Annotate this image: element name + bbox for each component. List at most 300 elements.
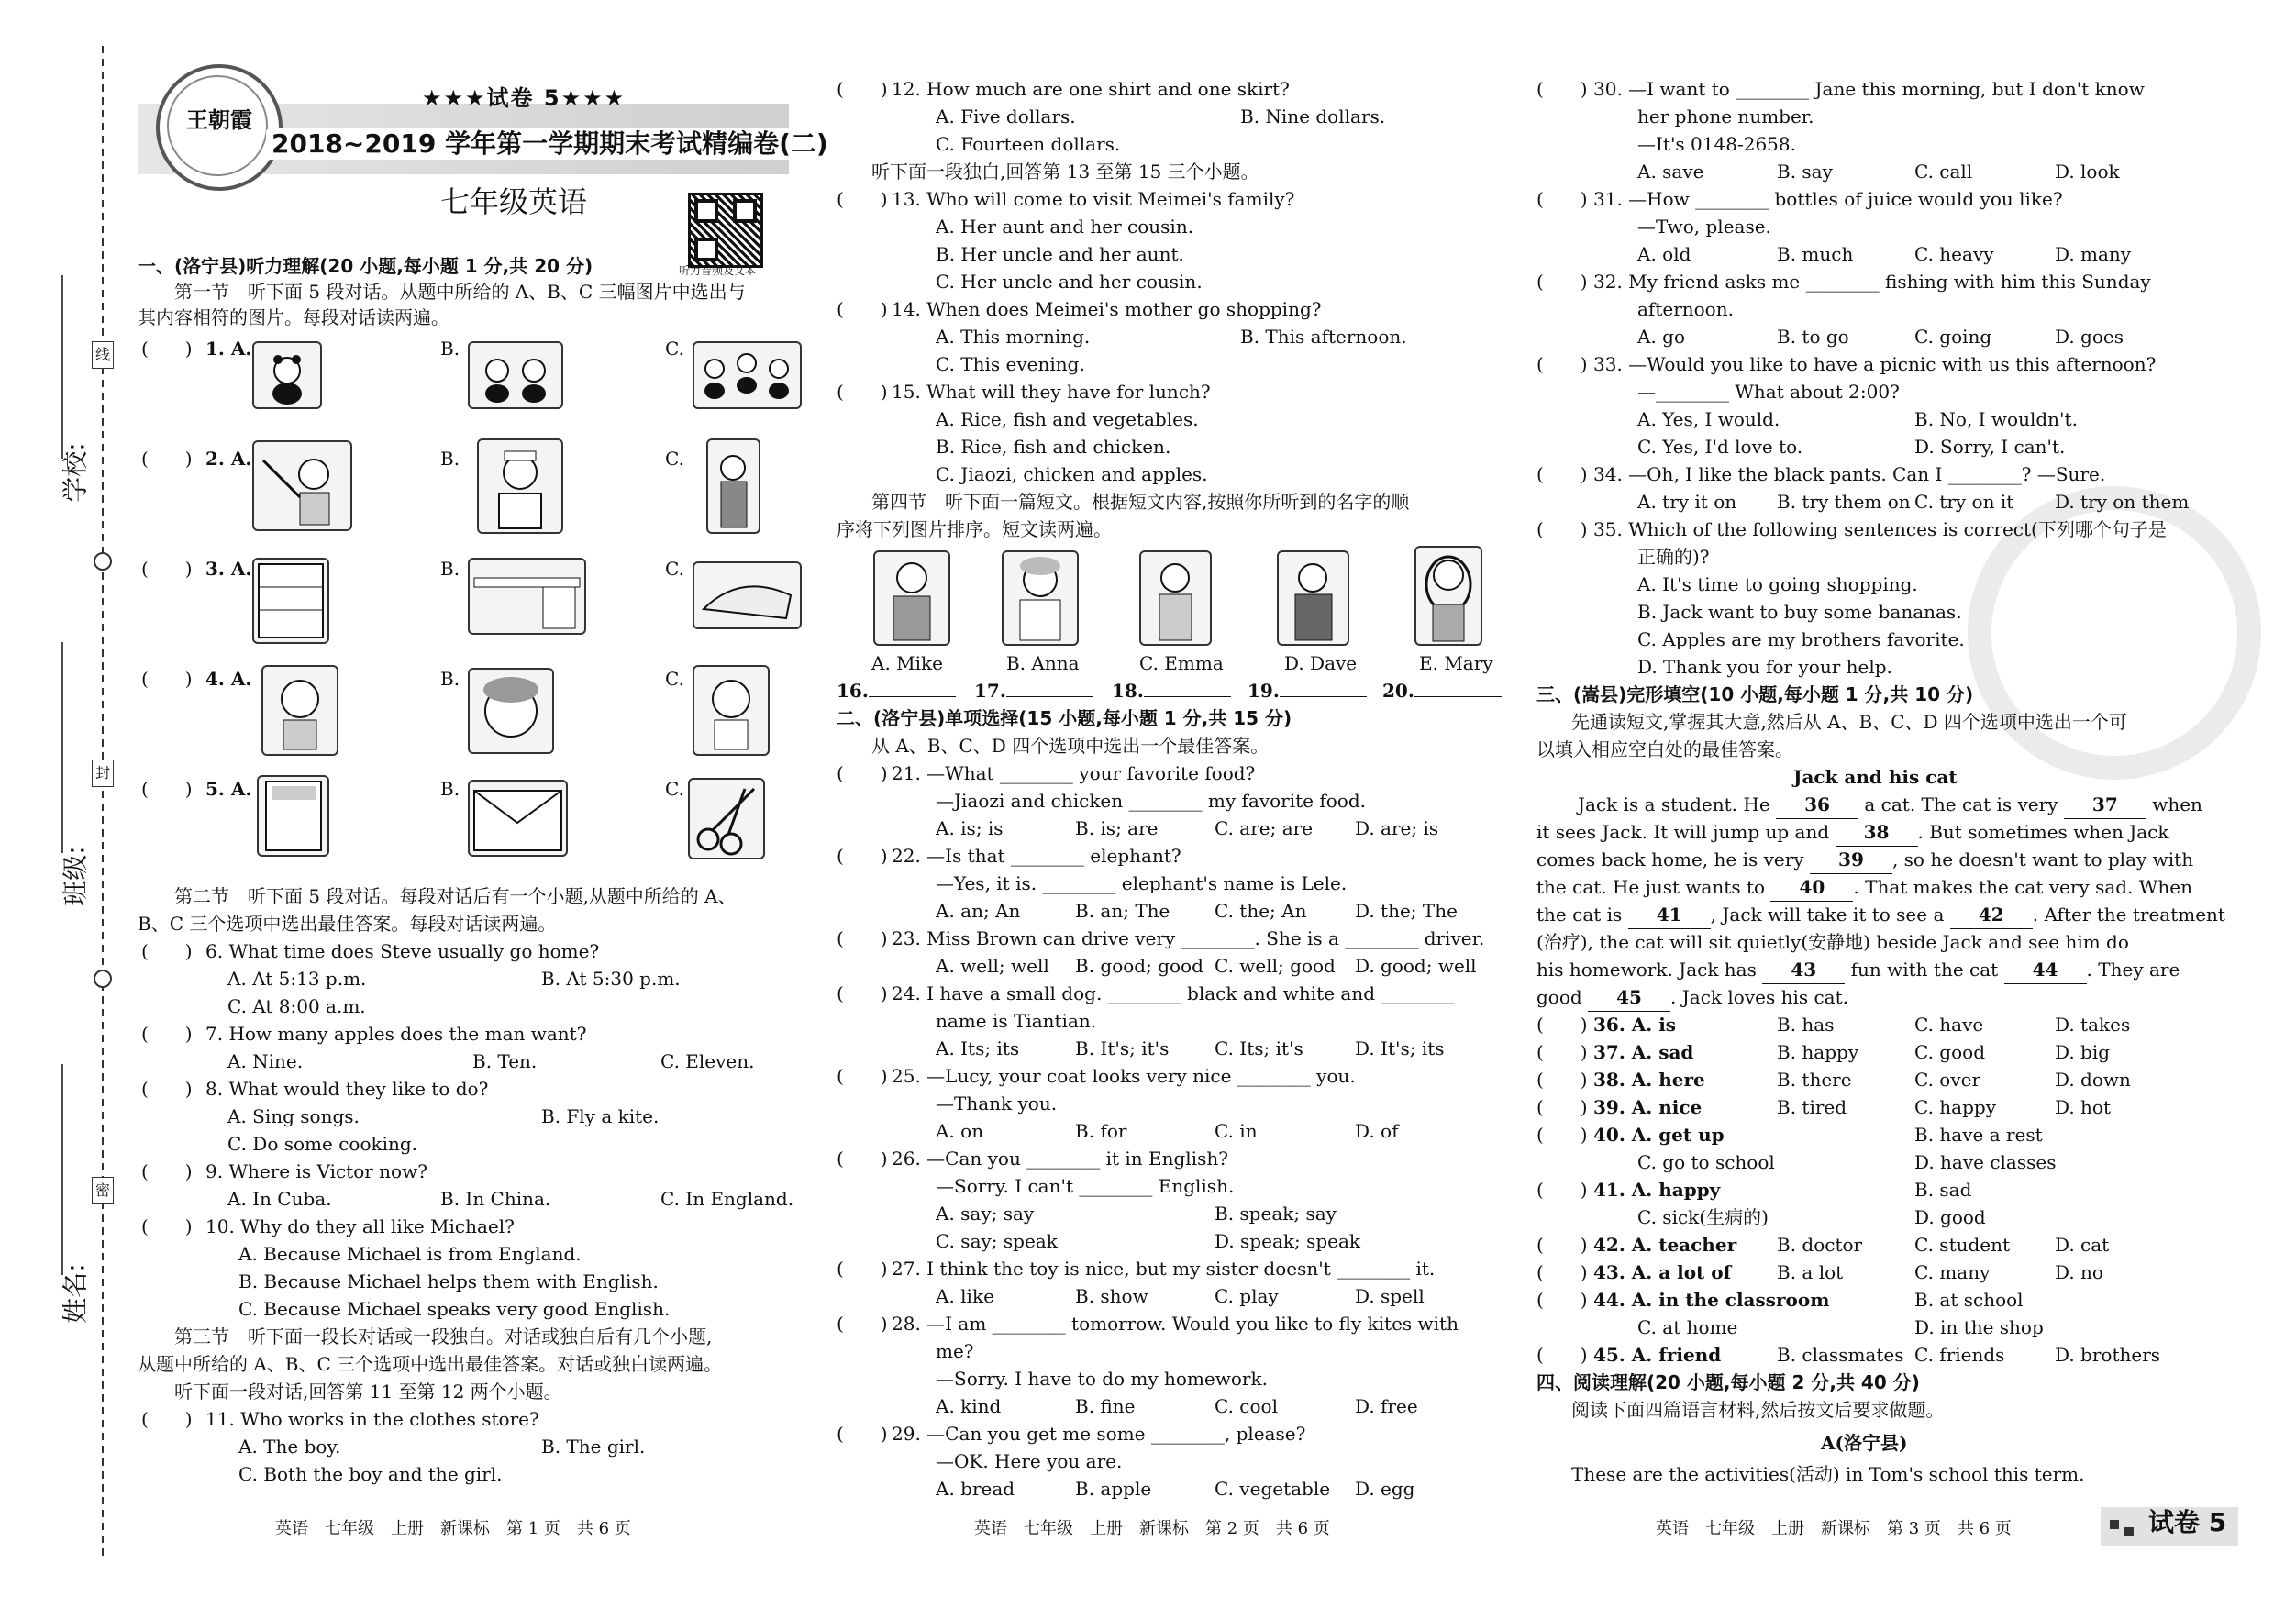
page-footer-1: 英语 七年级 上册 新课标 第 1 页 共 6 页	[275, 1519, 631, 1538]
q33-option-b[interactable]: B. No, I wouldn't.	[1914, 408, 2078, 430]
q36-option-a[interactable]: 36. A. is	[1593, 1014, 1677, 1036]
order-20[interactable]: 20.	[1382, 677, 1502, 704]
q45-option-d[interactable]: D. brothers	[2055, 1344, 2161, 1366]
q34-line1: 34. —Oh, I like the black pants. Can I ________? —Sure.	[1593, 463, 2106, 485]
q44-option-c[interactable]: C. at home	[1637, 1316, 1738, 1338]
q44-option-b[interactable]: B. at school	[1914, 1289, 2024, 1311]
q42-option-a[interactable]: 42. A. teacher	[1593, 1234, 1737, 1256]
q8-option-c[interactable]: C. Do some cooking.	[227, 1133, 418, 1155]
q37-option-b[interactable]: B. happy	[1777, 1041, 1859, 1063]
passage-line-5: the cat is 41 , Jack will take it to see a 42 . After the treatment	[1536, 901, 2225, 929]
answer-paren[interactable]: ( )	[837, 762, 888, 784]
q33-option-a[interactable]: A. Yes, I would.	[1637, 408, 1780, 430]
q24-option-a[interactable]: A. Its; its	[936, 1037, 1020, 1059]
blank-40[interactable]: 40	[1770, 873, 1853, 902]
q43-option-b[interactable]: B. a lot	[1777, 1261, 1844, 1283]
exam-badge	[2101, 1507, 2238, 1546]
q37-option-a[interactable]: 37. A. sad	[1593, 1041, 1694, 1063]
q8-option-a[interactable]: A. Sing songs.	[227, 1105, 360, 1127]
q41-option-c[interactable]: C. sick(生病的)	[1637, 1206, 1769, 1228]
q6-option-a[interactable]: A. At 5:13 p.m.	[227, 968, 367, 990]
q41-option-a[interactable]: 41. A. happy	[1593, 1179, 1721, 1201]
q12-option-b[interactable]: B. Nine dollars.	[1240, 105, 1386, 128]
q22-option-b[interactable]: B. an; The	[1075, 900, 1170, 922]
blank-37[interactable]: 37	[2064, 791, 2146, 819]
answer-paren[interactable]: ( )	[141, 1078, 193, 1100]
answer-paren[interactable]: ( )	[837, 1258, 888, 1280]
part2-intro: 从 A、B、C、D 四个选项中选出一个最佳答案。	[871, 735, 1270, 757]
q38-option-c[interactable]: C. over	[1914, 1069, 1981, 1091]
answer-paren[interactable]: ( )	[837, 1065, 888, 1087]
answer-paren[interactable]: ( )	[141, 558, 193, 580]
q43-option-d[interactable]: D. no	[2055, 1261, 2103, 1283]
q2-label: 2. A.	[205, 448, 252, 470]
answer-paren[interactable]: ( )	[1536, 1096, 1588, 1118]
section2-instr-2: B、C 三个选项中选出最佳答案。每段对话读两遍。	[138, 913, 557, 935]
q22-option-a[interactable]: A. an; An	[936, 900, 1021, 922]
q26-option-c[interactable]: C. say; speak	[936, 1230, 1058, 1252]
q29-line2: —OK. Here you are.	[936, 1450, 1123, 1472]
name-label: 姓名:	[60, 1263, 91, 1324]
q26-option-a[interactable]: A. say; say	[936, 1203, 1035, 1225]
page-footer-2: 英语 七年级 上册 新课标 第 2 页 共 6 页	[974, 1519, 1330, 1538]
doctor-image	[477, 438, 563, 534]
passage-line-6: (治疗), the cat will sit quietly(安静地) beside Jack and see him do	[1536, 931, 2129, 953]
q9-option-a[interactable]: A. In Cuba.	[227, 1188, 332, 1210]
q34-option-d[interactable]: D. try on them	[2055, 491, 2190, 513]
q11-option-a[interactable]: A. The boy.	[238, 1436, 341, 1458]
q23-line1: 23. Miss Brown can drive very ________. She is a ________ driver.	[892, 927, 1485, 949]
answer-paren[interactable]: ( )	[837, 927, 888, 949]
q7-option-b[interactable]: B. Ten.	[472, 1050, 538, 1072]
section1-instr-2: 其内容相符的图片。每段对话读两遍。	[138, 306, 449, 328]
calculator-image	[257, 775, 329, 857]
q27-option-c[interactable]: C. play	[1215, 1285, 1279, 1307]
bed-image	[693, 561, 802, 629]
publisher-logo	[156, 64, 283, 191]
page-footer-3: 英语 七年级 上册 新课标 第 3 页 共 6 页	[1656, 1519, 2012, 1538]
exam-badge-label: 试卷 5	[2148, 1507, 2227, 1537]
q25-option-b[interactable]: B. for	[1075, 1120, 1127, 1142]
q36-option-b[interactable]: B. has	[1777, 1014, 1835, 1036]
q7-option-a[interactable]: A. Nine.	[227, 1050, 304, 1072]
q13-option-c[interactable]: C. Her uncle and her cousin.	[936, 271, 1203, 293]
q42-option-d[interactable]: D. cat	[2055, 1234, 2110, 1256]
q38-option-d[interactable]: D. down	[2055, 1069, 2131, 1091]
q12-stem: 12. How much are one shirt and one skirt?	[892, 78, 1290, 100]
answer-paren[interactable]: ( )	[837, 188, 888, 210]
blank-44[interactable]: 44	[2004, 956, 2087, 984]
q35-line2: 正确的)?	[1637, 546, 1710, 568]
answer-paren[interactable]: ( )	[141, 448, 193, 470]
q45-option-b[interactable]: B. classmates	[1777, 1344, 1904, 1366]
q24-line2: name is Tiantian.	[936, 1010, 1097, 1032]
answer-paren[interactable]: ( )	[837, 1423, 888, 1445]
answer-paren[interactable]: ( )	[1536, 1261, 1588, 1283]
q15-option-a[interactable]: A. Rice, fish and vegetables.	[936, 408, 1199, 430]
q43-option-a[interactable]: 43. A. a lot of	[1593, 1261, 1732, 1283]
answer-paren[interactable]: ( )	[1536, 1179, 1588, 1201]
name-mike: A. Mike	[871, 652, 943, 674]
q10-option-a[interactable]: A. Because Michael is from England.	[238, 1243, 582, 1265]
logo-text: 王朝霞	[186, 106, 252, 133]
panda-single-image	[252, 341, 322, 409]
q31-option-a[interactable]: A. old	[1637, 243, 1691, 265]
q21-option-d[interactable]: D. are; is	[1355, 817, 1439, 839]
q36-option-d[interactable]: D. takes	[2055, 1014, 2131, 1036]
answer-paren[interactable]: ( )	[837, 298, 888, 320]
q21-line2: —Jiaozi and chicken ________ my favorite food.	[936, 790, 1366, 812]
q35-option-c[interactable]: C. Apples are my brothers favorite.	[1637, 628, 1965, 650]
reading-a-title: A(洛宁县)	[1821, 1432, 1908, 1454]
q21-option-a[interactable]: A. is; is	[936, 817, 1004, 839]
q12-option-a[interactable]: A. Five dollars.	[936, 105, 1076, 128]
exam-title: 2018~2019 学年第一学期期末考试精编卷(二)	[266, 128, 834, 160]
q32-line1: 32. My friend asks me ________ fishing with him this Sunday	[1593, 271, 2151, 293]
name-mary: E. Mary	[1419, 652, 1493, 674]
binding-margin	[0, 0, 128, 1597]
column-2	[837, 0, 1506, 1597]
q7-stem: 7. How many apples does the man want?	[205, 1023, 587, 1045]
q43-option-c[interactable]: C. many	[1914, 1261, 1991, 1283]
q30-line2: her phone number.	[1637, 105, 1814, 128]
q8-option-b[interactable]: B. Fly a kite.	[541, 1105, 660, 1127]
answer-paren[interactable]: ( )	[141, 1023, 193, 1045]
q22-line1: 22. —Is that ________ elephant?	[892, 845, 1181, 867]
q29-option-c[interactable]: C. vegetable	[1215, 1478, 1331, 1500]
q28-line3: —Sorry. I have to do my homework.	[936, 1368, 1268, 1390]
name-dave: D. Dave	[1284, 652, 1358, 674]
q26-line1: 26. —Can you ________ it in English?	[892, 1148, 1228, 1170]
emma-figure	[1139, 550, 1212, 646]
answer-paren[interactable]: ( )	[1536, 1014, 1588, 1036]
q34-option-c[interactable]: C. try on it	[1914, 491, 2014, 513]
binding-mark-xian: 线	[92, 341, 114, 369]
q14-option-a[interactable]: A. This morning.	[936, 326, 1091, 348]
qr-caption: 听力音频及文本	[679, 264, 757, 277]
binding-mark-mi: 密	[92, 1177, 114, 1204]
q6-stem: 6. What time does Steve usually go home?	[205, 940, 600, 962]
answer-paren[interactable]: ( )	[1536, 78, 1588, 100]
column-3	[1536, 0, 2261, 1597]
q24-option-c[interactable]: C. Its; it's	[1215, 1037, 1303, 1059]
part3-intro-2: 以填入相应空白处的最佳答案。	[1536, 738, 1793, 760]
q28-line1: 28. —I am ________ tomorrow. Would you like to fly kites with	[892, 1313, 1459, 1335]
answer-paren[interactable]: ( )	[837, 381, 888, 403]
anna-figure	[1002, 550, 1079, 646]
part3-intro-1: 先通读短文,掌握其大意,然后从 A、B、C、D 四个选项中选出一个可	[1571, 711, 2127, 733]
q22-line2: —Yes, it is. ________ elephant's name is Lele.	[936, 872, 1348, 894]
blank-36[interactable]: 36	[1776, 791, 1858, 819]
q8-stem: 8. What would they like to do?	[205, 1078, 489, 1100]
blank-41[interactable]: 41	[1628, 901, 1711, 929]
q32-line2: afternoon.	[1637, 298, 1734, 320]
binding-dashed-line	[0, 0, 128, 1597]
q30-option-c[interactable]: C. call	[1914, 161, 1973, 183]
panda-pair-image	[468, 341, 563, 409]
q30-option-a[interactable]: A. save	[1637, 161, 1704, 183]
q40-option-c[interactable]: C. go to school	[1637, 1151, 1775, 1173]
q28-option-b[interactable]: B. fine	[1075, 1395, 1136, 1417]
q31-option-d[interactable]: D. many	[2055, 243, 2132, 265]
answer-paren[interactable]: ( )	[141, 1160, 193, 1182]
answer-paren[interactable]: ( )	[837, 1313, 888, 1335]
q6-option-b[interactable]: B. At 5:30 p.m.	[541, 968, 681, 990]
q31-option-b[interactable]: B. much	[1777, 243, 1854, 265]
name-anna: B. Anna	[1006, 652, 1080, 674]
q12-option-c[interactable]: C. Fourteen dollars.	[936, 133, 1121, 155]
panda-group-image	[693, 341, 802, 409]
q23-option-d[interactable]: D. good; well	[1355, 955, 1477, 977]
q21-option-c[interactable]: C. are; are	[1215, 817, 1314, 839]
blank-42[interactable]: 42	[1950, 901, 2033, 929]
q29-option-a[interactable]: A. bread	[936, 1478, 1015, 1500]
q33-option-d[interactable]: D. Sorry, I can't.	[1914, 436, 2066, 458]
scissors-image	[688, 778, 765, 859]
order-17[interactable]: 17.	[974, 677, 1093, 704]
q45-option-a[interactable]: 45. A. friend	[1593, 1344, 1722, 1366]
q26-line2: —Sorry. I can't ________ English.	[936, 1175, 1235, 1197]
class-label: 班级:	[60, 846, 91, 906]
blank-45[interactable]: 45	[1588, 983, 1670, 1012]
name-emma: C. Emma	[1139, 652, 1224, 674]
answer-paren[interactable]: ( )	[1536, 1041, 1588, 1063]
part1-heading: 一、(洛宁县)听力理解(20 小题,每小题 1 分,共 20 分)	[138, 255, 593, 277]
dave-figure	[1277, 550, 1349, 646]
passage-line-8: good 45 . Jack loves his cat.	[1536, 983, 1848, 1012]
q42-option-c[interactable]: C. student	[1914, 1234, 2011, 1256]
q22-option-d[interactable]: D. the; The	[1355, 900, 1458, 922]
q35-option-d[interactable]: D. Thank you for your help.	[1637, 656, 1892, 678]
q26-option-d[interactable]: D. speak; speak	[1215, 1230, 1361, 1252]
order-16[interactable]: 16.	[837, 677, 956, 704]
q10-stem: 10. Why do they all like Michael?	[205, 1215, 515, 1237]
passage-line-2: it sees Jack. It will jump up and 38 . But sometimes when Jack	[1536, 818, 2168, 847]
desk-image	[468, 558, 586, 635]
answer-paren[interactable]: ( )	[1536, 463, 1588, 485]
answer-paren[interactable]: ( )	[1536, 1344, 1588, 1366]
q13-option-b[interactable]: B. Her uncle and her aunt.	[936, 243, 1184, 265]
answer-paren[interactable]: ( )	[837, 845, 888, 867]
q39-option-c[interactable]: C. happy	[1914, 1096, 1997, 1118]
reading-a-first-line: These are the activities(活动) in Tom's school this term.	[1571, 1463, 2085, 1485]
q15-option-c[interactable]: C. Jiaozi, chicken and apples.	[936, 463, 1208, 485]
subject-title: 七年级英语	[440, 184, 588, 219]
answer-paren[interactable]: ( )	[141, 1215, 193, 1237]
q29-line1: 29. —Can you get me some ________, please?	[892, 1423, 1306, 1445]
q37-option-c[interactable]: C. good	[1914, 1041, 1985, 1063]
part3-heading: 三、(嵩县)完形填空(10 小题,每小题 1 分,共 10 分)	[1536, 683, 1974, 705]
section3-instr-1: 第三节 听下面一段长对话或一段独白。对话或独白后有几个小题,	[174, 1325, 713, 1347]
q28-option-a[interactable]: A. kind	[936, 1395, 1002, 1417]
q14-option-c[interactable]: C. This evening.	[936, 353, 1085, 375]
q32-option-b[interactable]: B. to go	[1777, 326, 1849, 348]
girl-image	[261, 665, 338, 756]
q14-option-b[interactable]: B. This afternoon.	[1240, 326, 1407, 348]
q22-option-c[interactable]: C. the; An	[1215, 900, 1307, 922]
school-label: 学校:	[60, 442, 91, 503]
part4-intro: 阅读下面四篇语言材料,然后按文后要求做题。	[1571, 1399, 1945, 1421]
q33-line1: 33. —Would you like to have a picnic with us this afternoon?	[1593, 353, 2157, 375]
q10-option-b[interactable]: B. Because Michael helps them with English.	[238, 1270, 659, 1292]
teacher-image	[252, 440, 352, 531]
q13-option-a[interactable]: A. Her aunt and her cousin.	[936, 216, 1194, 238]
q31-line1: 31. —How ________ bottles of juice would you like?	[1593, 188, 2063, 210]
bookcase-image	[252, 558, 329, 644]
q33-option-c[interactable]: C. Yes, I'd love to.	[1637, 436, 1803, 458]
q11-stem: 11. Who works in the clothes store?	[205, 1408, 539, 1430]
section2-instr-1: 第二节 听下面 5 段对话。每段对话后有一个小题,从题中所给的 A、	[174, 885, 737, 907]
q6-option-c[interactable]: C. At 8:00 a.m.	[227, 995, 366, 1017]
q1-label: 1. A.	[205, 338, 252, 360]
answer-paren[interactable]: ( )	[837, 982, 888, 1004]
q40-option-b[interactable]: B. have a rest	[1914, 1124, 2043, 1146]
answer-paren[interactable]: ( )	[1536, 353, 1588, 375]
answer-paren[interactable]: ( )	[141, 1408, 193, 1430]
passage-line-3: comes back home, he is very 39 , so he doesn't want to play with	[1536, 846, 2193, 874]
q39-option-a[interactable]: 39. A. nice	[1593, 1096, 1703, 1118]
q23-option-b[interactable]: B. good; good	[1075, 955, 1203, 977]
q28-option-c[interactable]: C. cool	[1215, 1395, 1278, 1417]
q9-option-b[interactable]: B. In China.	[440, 1188, 551, 1210]
q44-option-a[interactable]: 44. A. in the classroom	[1593, 1289, 1830, 1311]
q27-option-b[interactable]: B. show	[1075, 1285, 1148, 1307]
policeman-image	[706, 438, 760, 534]
section3-instr-3: 听下面一段对话,回答第 11 至第 12 两个小题。	[174, 1381, 562, 1403]
q29-option-d[interactable]: D. egg	[1355, 1478, 1415, 1500]
q15-option-b[interactable]: B. Rice, fish and chicken.	[936, 436, 1171, 458]
column-1: 王朝霞 ★★★试卷 5★★★ 2018~2019 学年第一学期期末考试精编卷(二) 七年级英语 听力音频及文本 一、(洛宁县)听力理解(20 小题,每小题 1 分,共 20 分) 第一节 听下面 5 段对话。从题中所给的 A、B、C 三幅图片中选出与 其内容相符的图片。每段对话读两遍。 ( ) 1. A. B. C. ( ) 2. A. B. C. ( ) 3. A. B. C. ( ) 4. A. B. C. ( ) 5. A. B. C. 第二节 听下面 5 段对话。每段对话后有一个小题,从题中所给的 A、 B、C 三个选项中选出最佳答案。每段对话读两遍。 ( ) 6. What time does Steve usually go home? A. At 5:13 p.m. B. At 5:30 p.m. C. At 8:00 a.m. ( ) 7. How many apples does the man want? A. Nine. B. Ten. C. Eleven. ( ) 8. What would they like to do? A. Sing songs. B. Fly a kite. C. Do some cooking. ( ) 9. Where is Victor now? A. In Cuba. B. In China. C. In England. ( ) 10. Why do they all like Michael? A. Because Michael is from England. B. Because Michael helps them with English. C. Because Michael speaks very good English. 第三节 听下面一段长对话或一段独白。对话或独白后有几个小题, 从题中所给的 A、B、C 三个选项中选出最佳答案。对话或独白读两遍。 听下面一段对话,回答第 11 至第 12 两个小题。 ( ) 11. Who works in the clothes store? A. The boy. B. The girl. C. Both the boy and the girl. 英语 七年级 上册 新课标 第 1 页 共 6 页	[138, 0, 798, 1597]
q23-option-a[interactable]: A. well; well	[936, 955, 1049, 977]
q30-line1: 30. —I want to ________ Jane this morning, but I don't know	[1593, 78, 2145, 100]
q25-line1: 25. —Lucy, your coat looks very nice ________ you.	[892, 1065, 1356, 1087]
answer-paren[interactable]: ( )	[1536, 1124, 1588, 1146]
cloze-title: Jack and his cat	[1793, 766, 1958, 788]
q35-line1: 35. Which of the following sentences is correct(下列哪个句子是	[1593, 518, 2167, 540]
monologue-instr: 听下面一段独白,回答第 13 至第 15 三个小题。	[871, 161, 1259, 183]
qr-code[interactable]	[688, 193, 763, 268]
q11-option-b[interactable]: B. The girl.	[541, 1436, 646, 1458]
q41-option-b[interactable]: B. sad	[1914, 1179, 1972, 1201]
binding-mark-feng: 封	[92, 760, 114, 787]
section4-instr-1: 第四节 听下面一篇短文。根据短文内容,按照你所听到的名字的顺	[871, 491, 1410, 513]
passage-line-7: his homework. Jack has 43 fun with the cat 44 . They are	[1536, 956, 2180, 984]
q45-option-c[interactable]: C. friends	[1914, 1344, 2005, 1366]
answer-paren[interactable]: ( )	[141, 668, 193, 690]
q9-stem: 9. Where is Victor now?	[205, 1160, 427, 1182]
q29-option-b[interactable]: B. apple	[1075, 1478, 1152, 1500]
q31-line2: —Two, please.	[1637, 216, 1771, 238]
q15-stem: 15. What will they have for lunch?	[892, 381, 1211, 403]
answer-paren[interactable]: ( )	[837, 1148, 888, 1170]
q10-option-c[interactable]: C. Because Michael speaks very good English.	[238, 1298, 671, 1320]
part4-heading: 四、阅读理解(20 小题,每小题 2 分,共 40 分)	[1536, 1371, 1920, 1393]
q34-option-b[interactable]: B. try them on	[1777, 491, 1911, 513]
q42-option-b[interactable]: B. doctor	[1777, 1234, 1863, 1256]
q30-line3: —It's 0148-2658.	[1637, 133, 1796, 155]
answer-paren[interactable]: ( )	[141, 778, 193, 800]
q24-option-d[interactable]: D. It's; its	[1355, 1037, 1445, 1059]
section3-instr-2: 从题中所给的 A、B、C 三个选项中选出最佳答案。对话或独白读两遍。	[138, 1353, 723, 1375]
q40-option-d[interactable]: D. have classes	[1914, 1151, 2057, 1173]
part2-heading: 二、(洛宁县)单项选择(15 小题,每小题 1 分,共 15 分)	[837, 707, 1292, 729]
answer-paren[interactable]: ( )	[141, 338, 193, 360]
q30-option-d[interactable]: D. look	[2055, 161, 2120, 183]
passage-line-1: Jack is a student. He 36 a cat. The cat is very 37 when	[1578, 791, 2202, 819]
q7-option-c[interactable]: C. Eleven.	[660, 1050, 755, 1072]
q11-option-c[interactable]: C. Both the boy and the girl.	[238, 1463, 503, 1485]
section1-instr-1: 第一节 听下面 5 段对话。从题中所给的 A、B、C 三幅图片中选出与	[174, 281, 746, 303]
q32-option-a[interactable]: A. go	[1637, 326, 1686, 348]
q34-option-a[interactable]: A. try it on	[1637, 491, 1737, 513]
mike-figure	[873, 550, 950, 646]
q3-label: 3. A.	[205, 558, 252, 580]
q24-option-b[interactable]: B. It's; it's	[1075, 1037, 1170, 1059]
q38-option-b[interactable]: B. there	[1777, 1069, 1852, 1091]
q25-option-d[interactable]: D. of	[1355, 1120, 1399, 1142]
section4-instr-2: 序将下列图片排序。短文读两遍。	[837, 518, 1112, 540]
q27-option-d[interactable]: D. spell	[1355, 1285, 1425, 1307]
answer-paren[interactable]: ( )	[1536, 188, 1588, 210]
q23-option-c[interactable]: C. well; good	[1215, 955, 1336, 977]
q13-stem: 13. Who will come to visit Meimei's family?	[892, 188, 1295, 210]
q30-option-b[interactable]: B. say	[1777, 161, 1833, 183]
q37-option-d[interactable]: D. big	[2055, 1041, 2111, 1063]
q28-line2: me?	[936, 1340, 974, 1362]
q39-option-d[interactable]: D. hot	[2055, 1096, 2111, 1118]
q25-line2: —Thank you.	[936, 1092, 1058, 1115]
q14-stem: 14. When does Meimei's mother go shopping?	[892, 298, 1322, 320]
q31-option-c[interactable]: C. heavy	[1914, 243, 1994, 265]
q39-option-b[interactable]: B. tired	[1777, 1096, 1847, 1118]
answer-paren[interactable]: ( )	[1536, 1069, 1588, 1091]
answer-paren[interactable]: ( )	[1536, 518, 1588, 540]
q5-label: 5. A.	[205, 778, 252, 800]
q25-option-c[interactable]: C. in	[1215, 1120, 1258, 1142]
answer-paren[interactable]: ( )	[837, 78, 888, 100]
answer-paren[interactable]: ( )	[1536, 1234, 1588, 1256]
q38-option-a[interactable]: 38. A. here	[1593, 1069, 1705, 1091]
q27-option-a[interactable]: A. like	[936, 1285, 994, 1307]
q21-option-b[interactable]: B. is; are	[1075, 817, 1159, 839]
q40-option-a[interactable]: 40. A. get up	[1593, 1124, 1725, 1146]
passage-line-4: the cat. He just wants to 40 . That makes the cat very sad. When	[1536, 873, 2192, 902]
q44-option-d[interactable]: D. in the shop	[1914, 1316, 2044, 1338]
q35-option-a[interactable]: A. It's time to going shopping.	[1637, 573, 1918, 595]
blank-39[interactable]: 39	[1810, 846, 1892, 874]
answer-paren[interactable]: ( )	[1536, 271, 1588, 293]
blank-43[interactable]: 43	[1762, 956, 1845, 984]
q35-option-b[interactable]: B. Jack want to buy some bananas.	[1637, 601, 1962, 623]
envelope-image	[468, 780, 568, 857]
q25-option-a[interactable]: A. on	[936, 1120, 984, 1142]
answer-paren[interactable]: ( )	[141, 940, 193, 962]
q9-option-c[interactable]: C. In England.	[660, 1188, 794, 1210]
order-19[interactable]: 19.	[1248, 677, 1367, 704]
q26-option-b[interactable]: B. speak; say	[1215, 1203, 1337, 1225]
grandma-image	[468, 668, 554, 754]
blank-38[interactable]: 38	[1836, 818, 1918, 847]
q41-option-d[interactable]: D. good	[1914, 1206, 1986, 1228]
answer-paren[interactable]: ( )	[1536, 1289, 1588, 1311]
q33-line2: —________ What about 2:00?	[1637, 381, 1900, 403]
q27-line1: 27. I think the toy is nice, but my sister doesn't ________ it.	[892, 1258, 1436, 1280]
q32-option-d[interactable]: D. goes	[2055, 326, 2124, 348]
order-18[interactable]: 18.	[1112, 677, 1231, 704]
q36-option-c[interactable]: C. have	[1914, 1014, 1984, 1036]
q28-option-d[interactable]: D. free	[1355, 1395, 1418, 1417]
q32-option-c[interactable]: C. going	[1914, 326, 1992, 348]
